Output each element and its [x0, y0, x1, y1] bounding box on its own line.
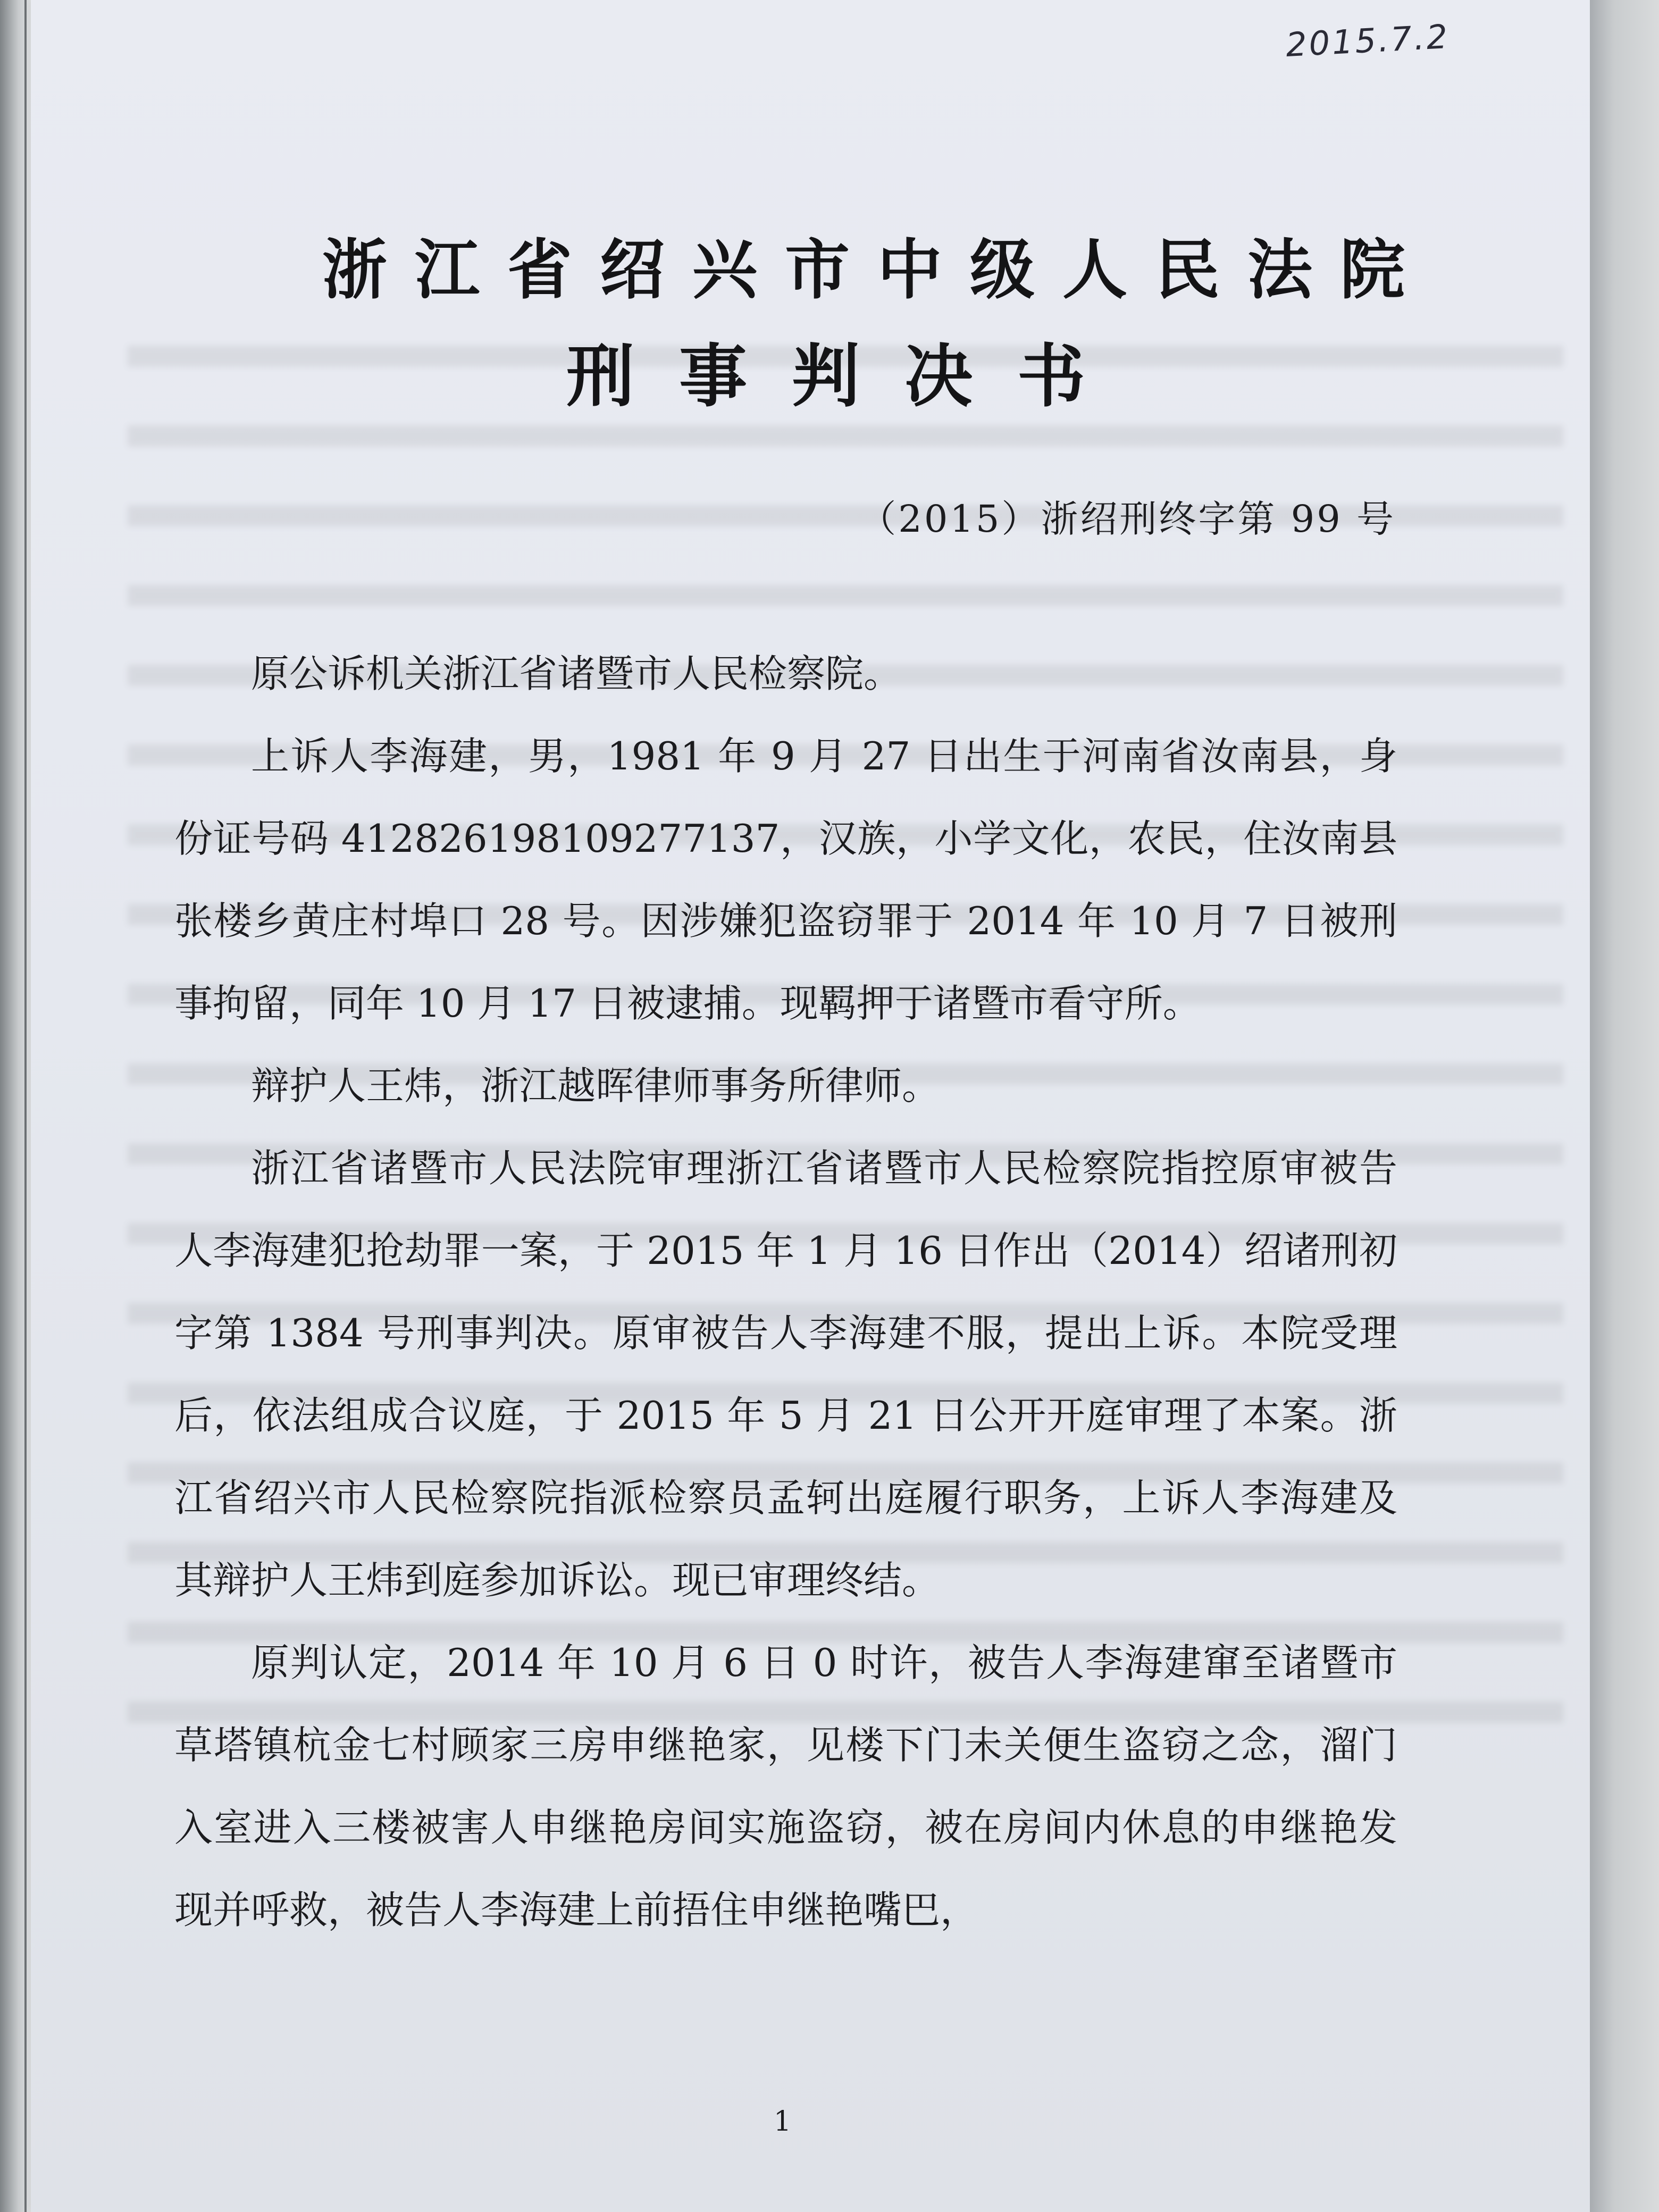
page-number: 1: [774, 2106, 792, 2138]
judgment-body: [174, 633, 1397, 1951]
document-title: 刑事判决书: [566, 337, 1130, 416]
paragraph-appellant: 上诉人李海建，男，1981 年 9 月 27 日出生于河南省汝南县，身份证号码 412826198109277137，汉族，小学文化，农民，住汝南县张楼乡黄庄村埠口 28 号。因涉嫌犯盗窃罪于 2014 年 10 月 7 日被刑事拘留，同年 10 月 17 日被逮捕。现羁押于诸暨市看守所。: [174, 734, 1397, 1026]
case-number: （2015）浙绍刑终字第 99 号: [859, 497, 1396, 541]
paragraph-facts: 原判认定，2014 年 10 月 6 日 0 时许，被告人李海建窜至诸暨市草塔镇杭金七村顾家三房申继艳家，见楼下门未关便生盗窃之念，溜门入室进入三楼被害人申继艳房间实施盗窃，被在房间内休息的申继艳发现并呼救，被告人李海建上前捂住申继艳嘴巴，: [174, 1640, 1397, 1932]
handwritten-date: 2015.7.2: [1285, 16, 1451, 65]
court-name: 浙江省绍兴市中级人民法院: [322, 232, 1432, 308]
paragraph-procedure: 浙江省诸暨市人民法院审理浙江省诸暨市人民检察院指控原审被告人李海建犯抢劫罪一案，于 2015 年 1 月 16 日作出（2014）绍诸刑初字第 1384 号刑事判决。原审被告人李海建不服，提出上诉。本院受理后，依法组成合议庭，于 2015 年 5 月 21 日公开开庭审理了本案。浙江省绍兴市人民检察院指派检察员孟轲出庭履行职务，上诉人李海建及其辩护人王炜到庭参加诉讼。现已审理终结。: [174, 1146, 1397, 1603]
paragraph-defender: 辩护人王炜，浙江越晖律师事务所律师。: [251, 1063, 941, 1108]
paragraph-prosecutor: 原公诉机关浙江省诸暨市人民检察院。: [251, 651, 902, 696]
